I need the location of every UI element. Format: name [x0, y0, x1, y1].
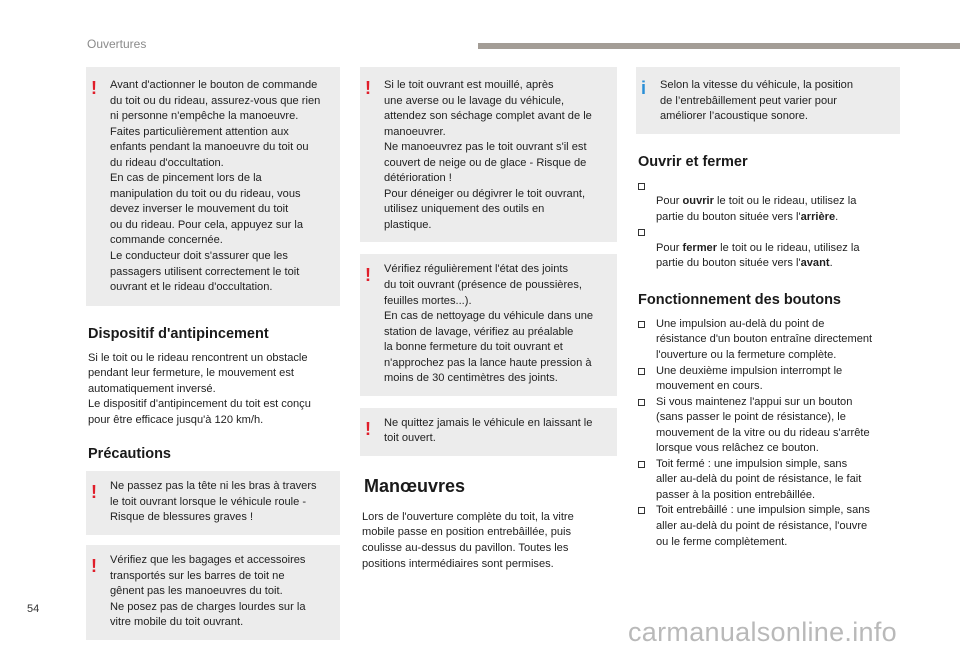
open-close-list: [638, 179, 900, 272]
manoeuvres-paragraph: Lors de l'ouverture complète du toit, la vitre mobile passe en position entrebâillée, puis coulisse au-dessus du pavillon. Toutes les positions intermédiaires sont permises.: [362, 510, 574, 570]
warning-box: [360, 408, 617, 456]
warning-icon: !: [365, 78, 371, 98]
checkbox-bullet-icon: [638, 368, 645, 375]
warning-box: [86, 545, 340, 640]
list-item: Toit fermé : une impulsion simple, sans aller au-delà du point de résistance, le fait passer à la position entrebâillée.: [638, 457, 900, 504]
warning-box: [86, 67, 340, 306]
section-heading-antipinch: Dispositif d'antipincement: [88, 325, 269, 342]
header-bar: [478, 43, 960, 49]
section-heading-precautions: Précautions: [88, 446, 171, 463]
column-middle: [360, 67, 617, 582]
warning-text: Avant d'actionner le bouton de commande du toit ou du rideau, assurez-vous que rien ni personne n'empêche la manoeuvre. Faites particulièrement attention aux enfants pendant la manoeuvre du toit ou du rideau d'occultation. En cas de pincement lors de la manipulation du toit ou du rideau, vous devez inverser le mouvement du toit ou du rideau. Pour cela, appuyez sur la commande concernée. Le conducteur doit s'assurer que les passagers utilisent correctement le toit ouvrant et le rideau d'occultation.: [110, 79, 321, 294]
info-text: Selon la vitesse du véhicule, la position de l’entrebâillement peut varier pour améliorer l’acoustique sonore.: [660, 79, 854, 123]
checkbox-bullet-icon: [638, 507, 645, 514]
warning-icon: !: [91, 482, 97, 503]
warning-text: Vérifiez régulièrement l'état des joints du toit ouvrant (présence de poussières, feuilles mortes...). En cas de nettoyage du véhicule dans une station de lavage, vérifiez au préalable la bonne fermeture du toit ouvrant et n'approchez pas la lance haute pression à moins de 30 centimètres des joints.: [384, 263, 594, 385]
warning-text: Ne passez pas la tête ni les bras à travers le toit ouvrant lorsque le véhicule roule - Risque de blessures graves !: [110, 480, 317, 524]
warning-icon: !: [91, 556, 97, 577]
warning-icon: !: [365, 265, 371, 286]
list-item: Toit entrebâillé : une impulsion simple, sans aller au-delà du point de résistance, l'ouvre ou le ferme complètement.: [638, 503, 900, 550]
warning-icon: !: [365, 418, 371, 439]
section-heading-manoeuvres: Manœuvres: [364, 475, 466, 496]
checkbox-bullet-icon: [638, 399, 645, 406]
warning-icon: !: [91, 78, 97, 98]
warning-box: [360, 254, 617, 395]
info-box: [636, 67, 900, 134]
list-item: Pour ouvrir le toit ou le rideau, utilisez la partie du bouton située vers l'arrière.: [638, 179, 900, 226]
checkbox-bullet-icon: [638, 229, 645, 236]
warning-text: Si le toit ouvrant est mouillé, après une averse ou le lavage du véhicule, attendez son séchage complet avant de le manoeuvrer. Ne manoeuvrez pas le toit ouvrant s'il est couvert de neige ou de glace - Risque de détérioration ! Pour déneiger ou dégivrer le toit ouvrant, utilisez uniquement des outils en plastique.: [384, 79, 592, 231]
antipinch-paragraph: Si le toit ou le rideau rencontrent un obstacle pendant leur fermeture, le mouvement est automatiquement inversé. Le dispositif d'antipincement du toit est conçu pour être efficace jusqu'à 120 km/h.: [88, 351, 311, 426]
page-number: 54: [27, 603, 40, 615]
warning-text: Vérifiez que les bagages et accessoires transportés sur les barres de toit ne gênent pas les manoeuvres du toit. Ne posez pas de charges lourdes sur la vitre mobile du toit ouvrant.: [110, 554, 306, 629]
watermark: carmanualsonline.info: [628, 617, 897, 647]
warning-box: [86, 471, 340, 535]
checkbox-bullet-icon: [638, 321, 645, 328]
checkbox-bullet-icon: [638, 461, 645, 468]
column-left: [86, 67, 340, 650]
list-item: Une impulsion au-delà du point de résistance d'un bouton entraîne directement l'ouverture ou la fermeture complète.: [638, 317, 900, 364]
section-heading-open-close: Ouvrir et fermer: [638, 153, 748, 170]
info-icon: i: [641, 78, 647, 98]
list-item: Si vous maintenez l'appui sur un bouton (sans passer le point de résistance), le mouvement de la vitre ou du rideau s'arrête lorsque vous relâchez ce bouton.: [638, 395, 900, 457]
warning-box: [360, 67, 617, 242]
list-item: Une deuxième impulsion interrompt le mouvement en cours.: [638, 364, 900, 395]
buttons-list: [638, 317, 900, 550]
checkbox-bullet-icon: [638, 183, 645, 190]
list-item: Pour fermer le toit ou le rideau, utilisez la partie du bouton située vers l'avant.: [638, 225, 900, 272]
header-section-label: Ouvertures: [87, 37, 147, 51]
column-right: [636, 67, 900, 560]
section-heading-buttons: Fonctionnement des boutons: [638, 291, 841, 308]
warning-text: Ne quittez jamais le véhicule en laissant le toit ouvert.: [384, 416, 593, 445]
